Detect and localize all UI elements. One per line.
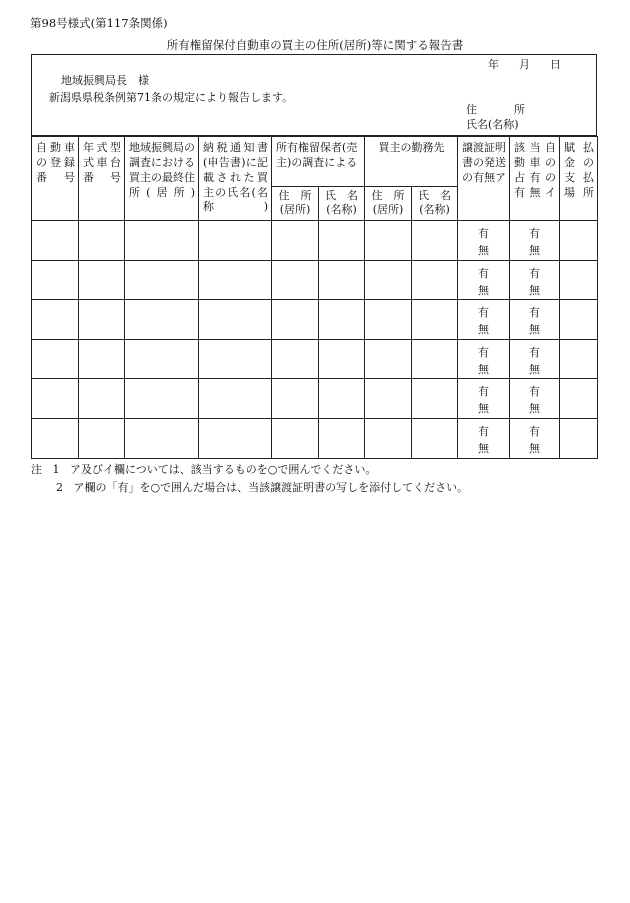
subheader-employer-address: 住 所(居所)	[365, 187, 412, 221]
note-1	[31, 461, 468, 479]
header-payment-place: 賦払金の支払場所	[560, 137, 598, 221]
table-cell[interactable]	[319, 221, 365, 261]
table-row	[32, 221, 598, 261]
header-row	[32, 137, 598, 187]
reporter-address-label	[466, 104, 562, 116]
table-cell[interactable]	[199, 339, 272, 379]
transfer-cert-yes-no[interactable]	[458, 418, 510, 458]
header-occupancy: 該当自動車の占有の有無イ	[510, 137, 560, 221]
table-cell[interactable]	[272, 260, 319, 300]
no-option[interactable]: 無	[478, 244, 489, 258]
subheader-holder-name: 氏 名(名称)	[319, 187, 365, 221]
transfer-cert-yes-no[interactable]	[458, 300, 510, 340]
no-option[interactable]: 無	[529, 442, 540, 456]
table-cell[interactable]	[199, 300, 272, 340]
table-cell[interactable]	[319, 339, 365, 379]
note-2-number: 2	[56, 480, 63, 494]
no-option[interactable]: 無	[478, 283, 489, 297]
table-cell[interactable]	[319, 418, 365, 458]
yes-option[interactable]: 有	[529, 424, 540, 438]
yes-option[interactable]: 有	[478, 385, 489, 399]
table-cell[interactable]	[125, 339, 199, 379]
header-employer: 買主の勤務先	[365, 137, 458, 187]
occupancy-yes-no[interactable]	[510, 221, 560, 261]
table-cell[interactable]	[365, 221, 412, 261]
no-option[interactable]: 無	[478, 402, 489, 416]
table-cell[interactable]	[412, 300, 458, 340]
no-option[interactable]: 無	[529, 244, 540, 258]
no-option[interactable]: 無	[478, 442, 489, 456]
yes-option[interactable]: 有	[529, 345, 540, 359]
reporter-name-label: 氏名(名称)	[466, 118, 519, 131]
transfer-cert-yes-no[interactable]	[458, 379, 510, 419]
address-label-char-2: 所	[514, 103, 525, 116]
no-option[interactable]: 無	[529, 283, 540, 297]
table-cell[interactable]	[32, 379, 79, 419]
table-cell[interactable]	[272, 221, 319, 261]
table-cell[interactable]	[79, 339, 125, 379]
occupancy-yes-no[interactable]	[510, 260, 560, 300]
table-row	[32, 418, 598, 458]
header-transfer-certificate: 譲渡証明書の発送の有無ア	[458, 137, 510, 221]
subheader-employer-name: 氏 名(名称)	[412, 187, 458, 221]
table-row	[32, 339, 598, 379]
no-option[interactable]: 無	[478, 323, 489, 337]
note-2	[31, 479, 468, 497]
table-cell[interactable]	[365, 339, 412, 379]
table-cell[interactable]	[560, 379, 598, 419]
statement: 新潟県県税条例第71条の規定により報告します。	[49, 91, 294, 104]
addressee: 地域振興局長 様	[61, 74, 149, 87]
table-cell[interactable]	[32, 260, 79, 300]
table-cell[interactable]	[79, 300, 125, 340]
report-table	[31, 136, 598, 459]
table-cell[interactable]	[272, 418, 319, 458]
table-cell[interactable]	[412, 339, 458, 379]
yes-option[interactable]: 有	[478, 345, 489, 359]
table-cell[interactable]	[79, 260, 125, 300]
transfer-cert-yes-no[interactable]	[458, 339, 510, 379]
table-cell[interactable]	[32, 221, 79, 261]
table-cell[interactable]	[199, 379, 272, 419]
table-row	[32, 260, 598, 300]
table-cell[interactable]	[560, 221, 598, 261]
yes-option[interactable]: 有	[478, 424, 489, 438]
document-title: 所有権留保付自動車の買主の住所(居所)等に関する報告書	[166, 38, 464, 52]
table-cell[interactable]	[199, 418, 272, 458]
table-cell[interactable]	[560, 418, 598, 458]
note-1-text: ア及びイ欄については、該当するものを○で囲んでください。	[70, 463, 377, 476]
occupancy-yes-no[interactable]	[510, 300, 560, 340]
no-option[interactable]: 無	[529, 402, 540, 416]
yes-option[interactable]: 有	[529, 306, 540, 320]
table-cell[interactable]	[79, 379, 125, 419]
transfer-cert-yes-no[interactable]	[458, 221, 510, 261]
no-option[interactable]: 無	[529, 323, 540, 337]
table-cell[interactable]	[125, 418, 199, 458]
table-cell[interactable]	[365, 379, 412, 419]
yes-option[interactable]: 有	[478, 306, 489, 320]
occupancy-yes-no[interactable]	[510, 339, 560, 379]
table-cell[interactable]	[272, 379, 319, 419]
table-cell[interactable]	[79, 418, 125, 458]
occupancy-yes-no[interactable]	[510, 379, 560, 419]
table-row	[32, 379, 598, 419]
table-cell[interactable]	[560, 260, 598, 300]
table-cell[interactable]	[319, 379, 365, 419]
table-cell[interactable]	[412, 418, 458, 458]
table-cell[interactable]	[365, 300, 412, 340]
table-cell[interactable]	[79, 221, 125, 261]
yes-option[interactable]: 有	[529, 227, 540, 240]
header-title-holder: 所有権留保者(売主)の調査による	[272, 137, 365, 187]
table-cell[interactable]	[32, 300, 79, 340]
yes-option[interactable]: 有	[478, 227, 489, 240]
header-model: 年式型式車台番号	[79, 137, 125, 221]
header-last-address: 地域振興局の調査における買主の最終住所(居所)	[125, 137, 199, 221]
table-cell[interactable]	[365, 418, 412, 458]
table-row	[32, 300, 598, 340]
header-car-registration: 自動車の登録番号	[32, 137, 79, 221]
year-label: 年	[488, 58, 499, 71]
table-cell[interactable]	[199, 260, 272, 300]
table-cell[interactable]	[560, 339, 598, 379]
subheader-holder-address: 住 所(居所)	[272, 187, 319, 221]
table-cell[interactable]	[412, 221, 458, 261]
table-cell[interactable]	[412, 379, 458, 419]
date-line	[488, 59, 581, 71]
table-cell[interactable]	[125, 379, 199, 419]
table-cell[interactable]	[560, 300, 598, 340]
yes-option[interactable]: 有	[478, 266, 489, 280]
no-option[interactable]: 無	[529, 362, 540, 376]
table-cell[interactable]	[125, 300, 199, 340]
table-cell[interactable]	[319, 260, 365, 300]
occupancy-yes-no[interactable]	[510, 418, 560, 458]
table-cell[interactable]	[32, 339, 79, 379]
address-label-char-1: 住	[466, 103, 477, 116]
note-2-text: ア欄の「有」を○で囲んだ場合は、当該譲渡証明書の写しを添付してください。	[73, 480, 469, 494]
note-1-number: 1	[52, 463, 60, 476]
table-cell[interactable]	[125, 221, 199, 261]
table-cell[interactable]	[32, 418, 79, 458]
month-label: 月	[519, 58, 530, 71]
yes-option[interactable]: 有	[529, 266, 540, 280]
table-cell[interactable]	[319, 300, 365, 340]
table-cell[interactable]	[199, 221, 272, 261]
header-notice-name: 納税通知書(申告書)に記載された買主の氏名(名称)	[199, 137, 272, 221]
table-cell[interactable]	[272, 339, 319, 379]
note-prefix: 注	[31, 463, 42, 476]
yes-option[interactable]: 有	[529, 385, 540, 399]
transfer-cert-yes-no[interactable]	[458, 260, 510, 300]
table-cell[interactable]	[125, 260, 199, 300]
table-cell[interactable]	[365, 260, 412, 300]
table-cell[interactable]	[412, 260, 458, 300]
table-cell[interactable]	[272, 300, 319, 340]
day-label: 日	[550, 58, 561, 71]
notes	[31, 461, 468, 496]
form-number-label: 第98号様式(第117条関係)	[30, 16, 168, 30]
no-option[interactable]: 無	[478, 362, 489, 376]
